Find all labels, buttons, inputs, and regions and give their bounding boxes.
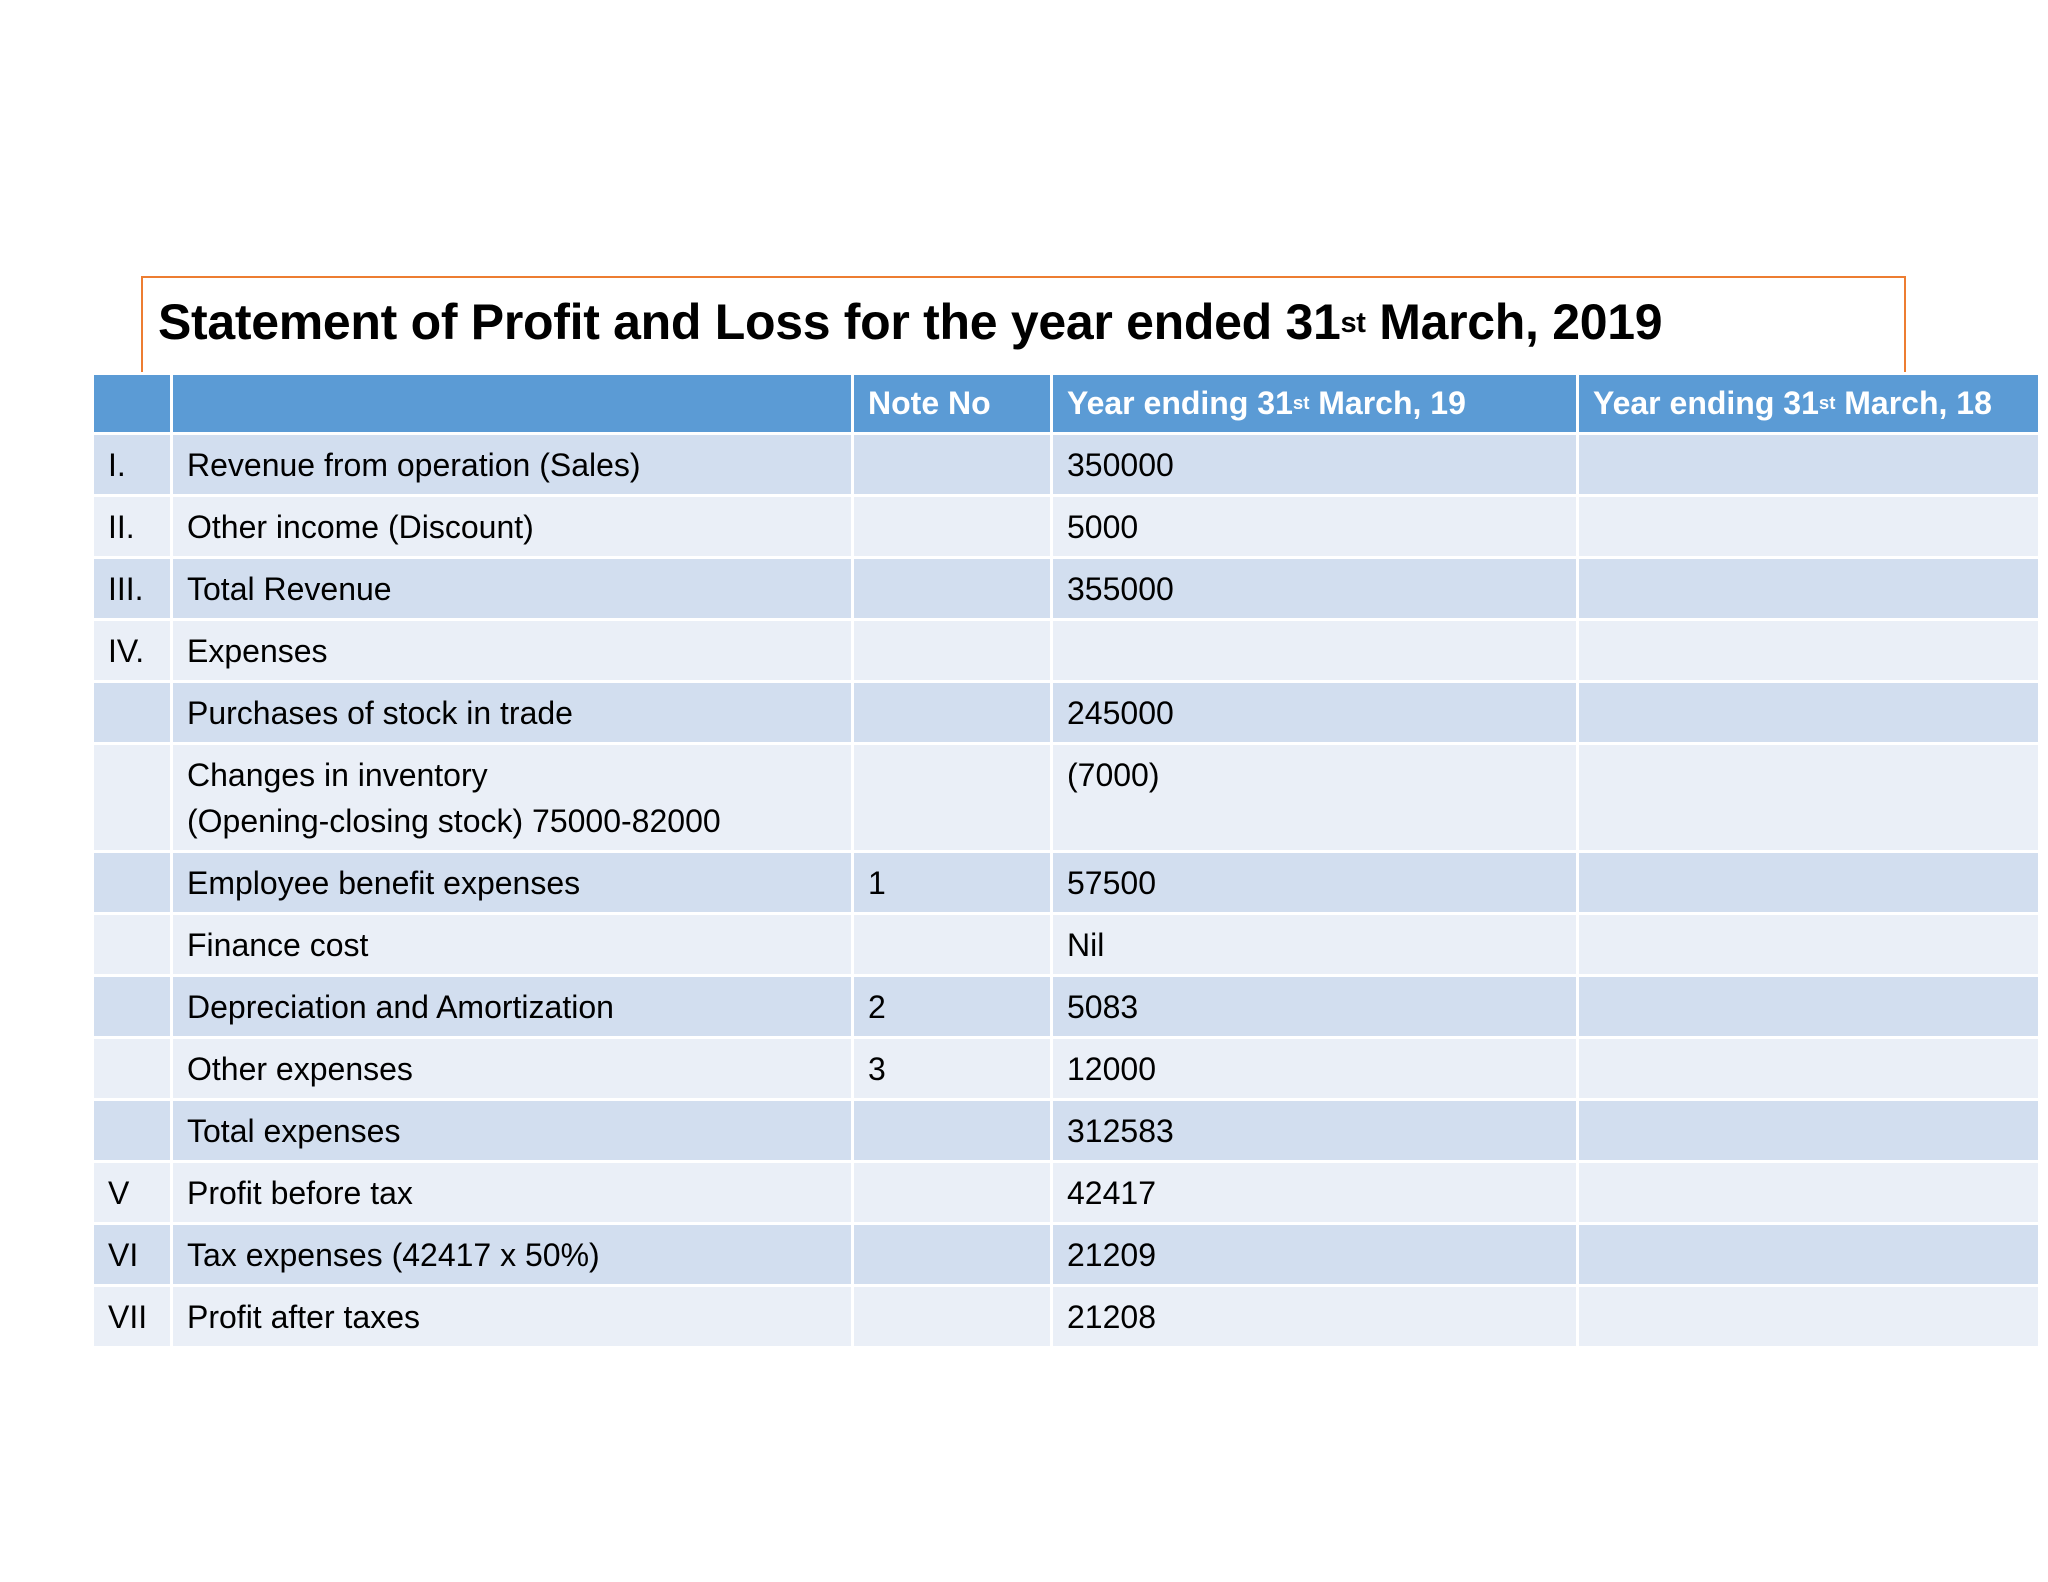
table-row	[94, 977, 2038, 1036]
row-note	[854, 621, 1050, 680]
table-row	[94, 435, 2038, 494]
header-number	[94, 375, 170, 432]
title-text-before: Statement of Profit and Loss for the year ended 31	[158, 294, 1341, 350]
row-number	[94, 977, 170, 1036]
row-year-19: Nil	[1053, 915, 1576, 974]
row-number: III.	[94, 559, 170, 618]
table-row	[94, 497, 2038, 556]
row-year-19	[1053, 621, 1576, 680]
table-row	[94, 1039, 2038, 1098]
row-particulars: Profit before tax	[173, 1163, 851, 1222]
row-note	[854, 745, 1050, 850]
table-row	[94, 745, 2038, 850]
row-note	[854, 1163, 1050, 1222]
row-number: I.	[94, 435, 170, 494]
row-particulars: Other income (Discount)	[173, 497, 851, 556]
row-number	[94, 1101, 170, 1160]
table-row	[94, 683, 2038, 742]
row-year-18	[1579, 853, 2038, 912]
row-particulars	[173, 745, 851, 850]
row-year-19: 350000	[1053, 435, 1576, 494]
row-number	[94, 1039, 170, 1098]
row-year-18	[1579, 621, 2038, 680]
row-number: VI	[94, 1225, 170, 1284]
row-number: IV.	[94, 621, 170, 680]
row-year-19: (7000)	[1053, 745, 1576, 850]
header-year-19-superscript: st	[1292, 392, 1310, 414]
row-year-19: 5000	[1053, 497, 1576, 556]
table-row	[94, 1163, 2038, 1222]
row-number: V	[94, 1163, 170, 1222]
row-note: 2	[854, 977, 1050, 1036]
row-note	[854, 683, 1050, 742]
header-note-no: Note No	[854, 375, 1050, 432]
row-note	[854, 1101, 1050, 1160]
row-note	[854, 559, 1050, 618]
row-particulars-line-2: (Opening-closing stock) 75000-82000	[187, 803, 721, 839]
row-year-18	[1579, 1225, 2038, 1284]
row-particulars: Profit after taxes	[173, 1287, 851, 1346]
row-note	[854, 915, 1050, 974]
row-note	[854, 1287, 1050, 1346]
table-row	[94, 621, 2038, 680]
table-row	[94, 915, 2038, 974]
header-row	[94, 375, 2038, 432]
row-particulars: Total expenses	[173, 1101, 851, 1160]
row-note	[854, 497, 1050, 556]
row-note	[854, 435, 1050, 494]
row-particulars: Tax expenses (42417 x 50%)	[173, 1225, 851, 1284]
title-box	[141, 276, 1906, 372]
row-particulars: Employee benefit expenses	[173, 853, 851, 912]
row-note: 1	[854, 853, 1050, 912]
row-year-19: 21208	[1053, 1287, 1576, 1346]
row-number	[94, 853, 170, 912]
header-year-18-text-after: March, 18	[1835, 385, 1992, 421]
row-year-18	[1579, 977, 2038, 1036]
header-year-19-text-after: March, 19	[1309, 385, 1466, 421]
row-particulars: Total Revenue	[173, 559, 851, 618]
row-number	[94, 915, 170, 974]
row-particulars: Revenue from operation (Sales)	[173, 435, 851, 494]
row-year-19: 312583	[1053, 1101, 1576, 1160]
row-year-19: 5083	[1053, 977, 1576, 1036]
row-year-18	[1579, 1101, 2038, 1160]
row-year-18	[1579, 745, 2038, 850]
row-year-18	[1579, 1163, 2038, 1222]
statement-title	[158, 289, 1662, 355]
row-particulars: Finance cost	[173, 915, 851, 974]
row-particulars: Other expenses	[173, 1039, 851, 1098]
row-particulars: Expenses	[173, 621, 851, 680]
row-note: 3	[854, 1039, 1050, 1098]
row-year-18	[1579, 1039, 2038, 1098]
table-row	[94, 853, 2038, 912]
row-number	[94, 683, 170, 742]
row-year-19: 57500	[1053, 853, 1576, 912]
table-row	[94, 1101, 2038, 1160]
row-year-19: 42417	[1053, 1163, 1576, 1222]
header-year-19-text: Year ending 31	[1067, 385, 1293, 421]
table-row	[94, 1225, 2038, 1284]
row-year-19: 355000	[1053, 559, 1576, 618]
header-year-18-superscript: st	[1818, 392, 1836, 414]
title-superscript: st	[1340, 306, 1366, 339]
table-row	[94, 559, 2038, 618]
header-year-18-text: Year ending 31	[1593, 385, 1819, 421]
row-year-18	[1579, 1287, 2038, 1346]
row-number: VII	[94, 1287, 170, 1346]
row-particulars: Depreciation and Amortization	[173, 977, 851, 1036]
table-row	[94, 1287, 2038, 1346]
row-year-18	[1579, 915, 2038, 974]
row-particulars-line-1: Changes in inventory	[187, 757, 488, 793]
header-year-18	[1579, 375, 2038, 432]
row-particulars: Purchases of stock in trade	[173, 683, 851, 742]
row-year-18	[1579, 559, 2038, 618]
row-note	[854, 1225, 1050, 1284]
row-year-19: 245000	[1053, 683, 1576, 742]
row-year-19: 21209	[1053, 1225, 1576, 1284]
row-year-18	[1579, 435, 2038, 494]
profit-loss-table	[91, 372, 2041, 1349]
row-year-19: 12000	[1053, 1039, 1576, 1098]
title-text-after: March, 2019	[1365, 294, 1663, 350]
row-number	[94, 745, 170, 850]
row-year-18	[1579, 497, 2038, 556]
row-number: II.	[94, 497, 170, 556]
header-particulars	[173, 375, 851, 432]
row-year-18	[1579, 683, 2038, 742]
header-year-19	[1053, 375, 1576, 432]
